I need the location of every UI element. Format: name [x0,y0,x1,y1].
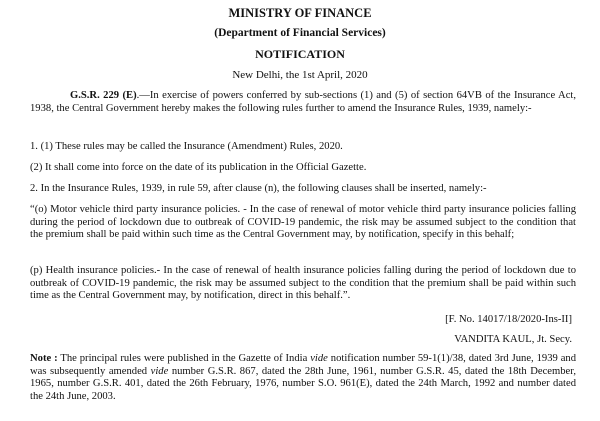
intro-text: .—In exercise of powers conferred by sub-sections (1) and (5) of section 64VB of the Insurance Act, 1938, the Central Government hereby makes the following rules further to amend the Insurance Rules, 1939, namely:- [30,90,576,114]
file-number: [F. No. 14017/18/2020-Ins-II] [445,314,572,325]
ministry-heading: MINISTRY OF FINANCE [228,6,372,20]
rule-1-2: (2) It shall come into force on the date of its publication in the Official Gazette. [30,162,367,173]
place-date: New Delhi, the 1st April, 2020 [232,69,368,81]
note-vide-1: vide [310,353,328,364]
note-text-3: number G.S.R. 867, dated the 28th June, 1961, number G.S.R. 45, dated the 18th December, 1965, number G.S.R. 401, dated the 26th February, 1976, number S.O. 961(E), dated the 24th March, 1992 and number dated the 24th June, 2003. [30,365,576,402]
department-heading: (Department of Financial Services) [214,27,386,39]
note-vide-2: vide [150,365,169,377]
note-label: Note : [30,353,58,364]
notification-title: NOTIFICATION [255,47,345,61]
note-text-1: The principal rules were published in the Gazette of India [57,353,311,364]
intro-paragraph [30,90,576,115]
note-text-2: notification number 59-1(1)/38, dated 3rd June, 1939 and was subsequently amended [30,353,576,377]
rule-1: 1. (1) These rules may be called the Insurance (Amendment) Rules, 2020. [30,141,343,152]
clause-o: “(o) Motor vehicle third party insurance policies. - In the case of renewal of motor vehicle third party insurance policies falling during the period of lockdown due to outbreak of COVID-19 pandemic, the risk may be assumed subject to the condition that the premium shall be paid within such time as the Central Government may, by notification, specify in this behalf; [30,204,576,241]
gsr-number: G.S.R. 229 (E) [70,90,137,101]
signatory: VANDITA KAUL, Jt. Secy. [454,334,572,345]
clause-p: (p) Health insurance policies.- In the case of renewal of health insurance policies falling during the period of lockdown due to outbreak of COVID-19 pandemic, the risk may be assumed subject to the condition that the premium shall be paid within such time as the Central Government may, by notification, direct in this behalf.”. [30,265,576,302]
rule-2: 2. In the Insurance Rules, 1939, in rule 59, after clause (n), the following clauses shall be inserted, namely:- [30,183,487,194]
note-paragraph [30,353,576,403]
